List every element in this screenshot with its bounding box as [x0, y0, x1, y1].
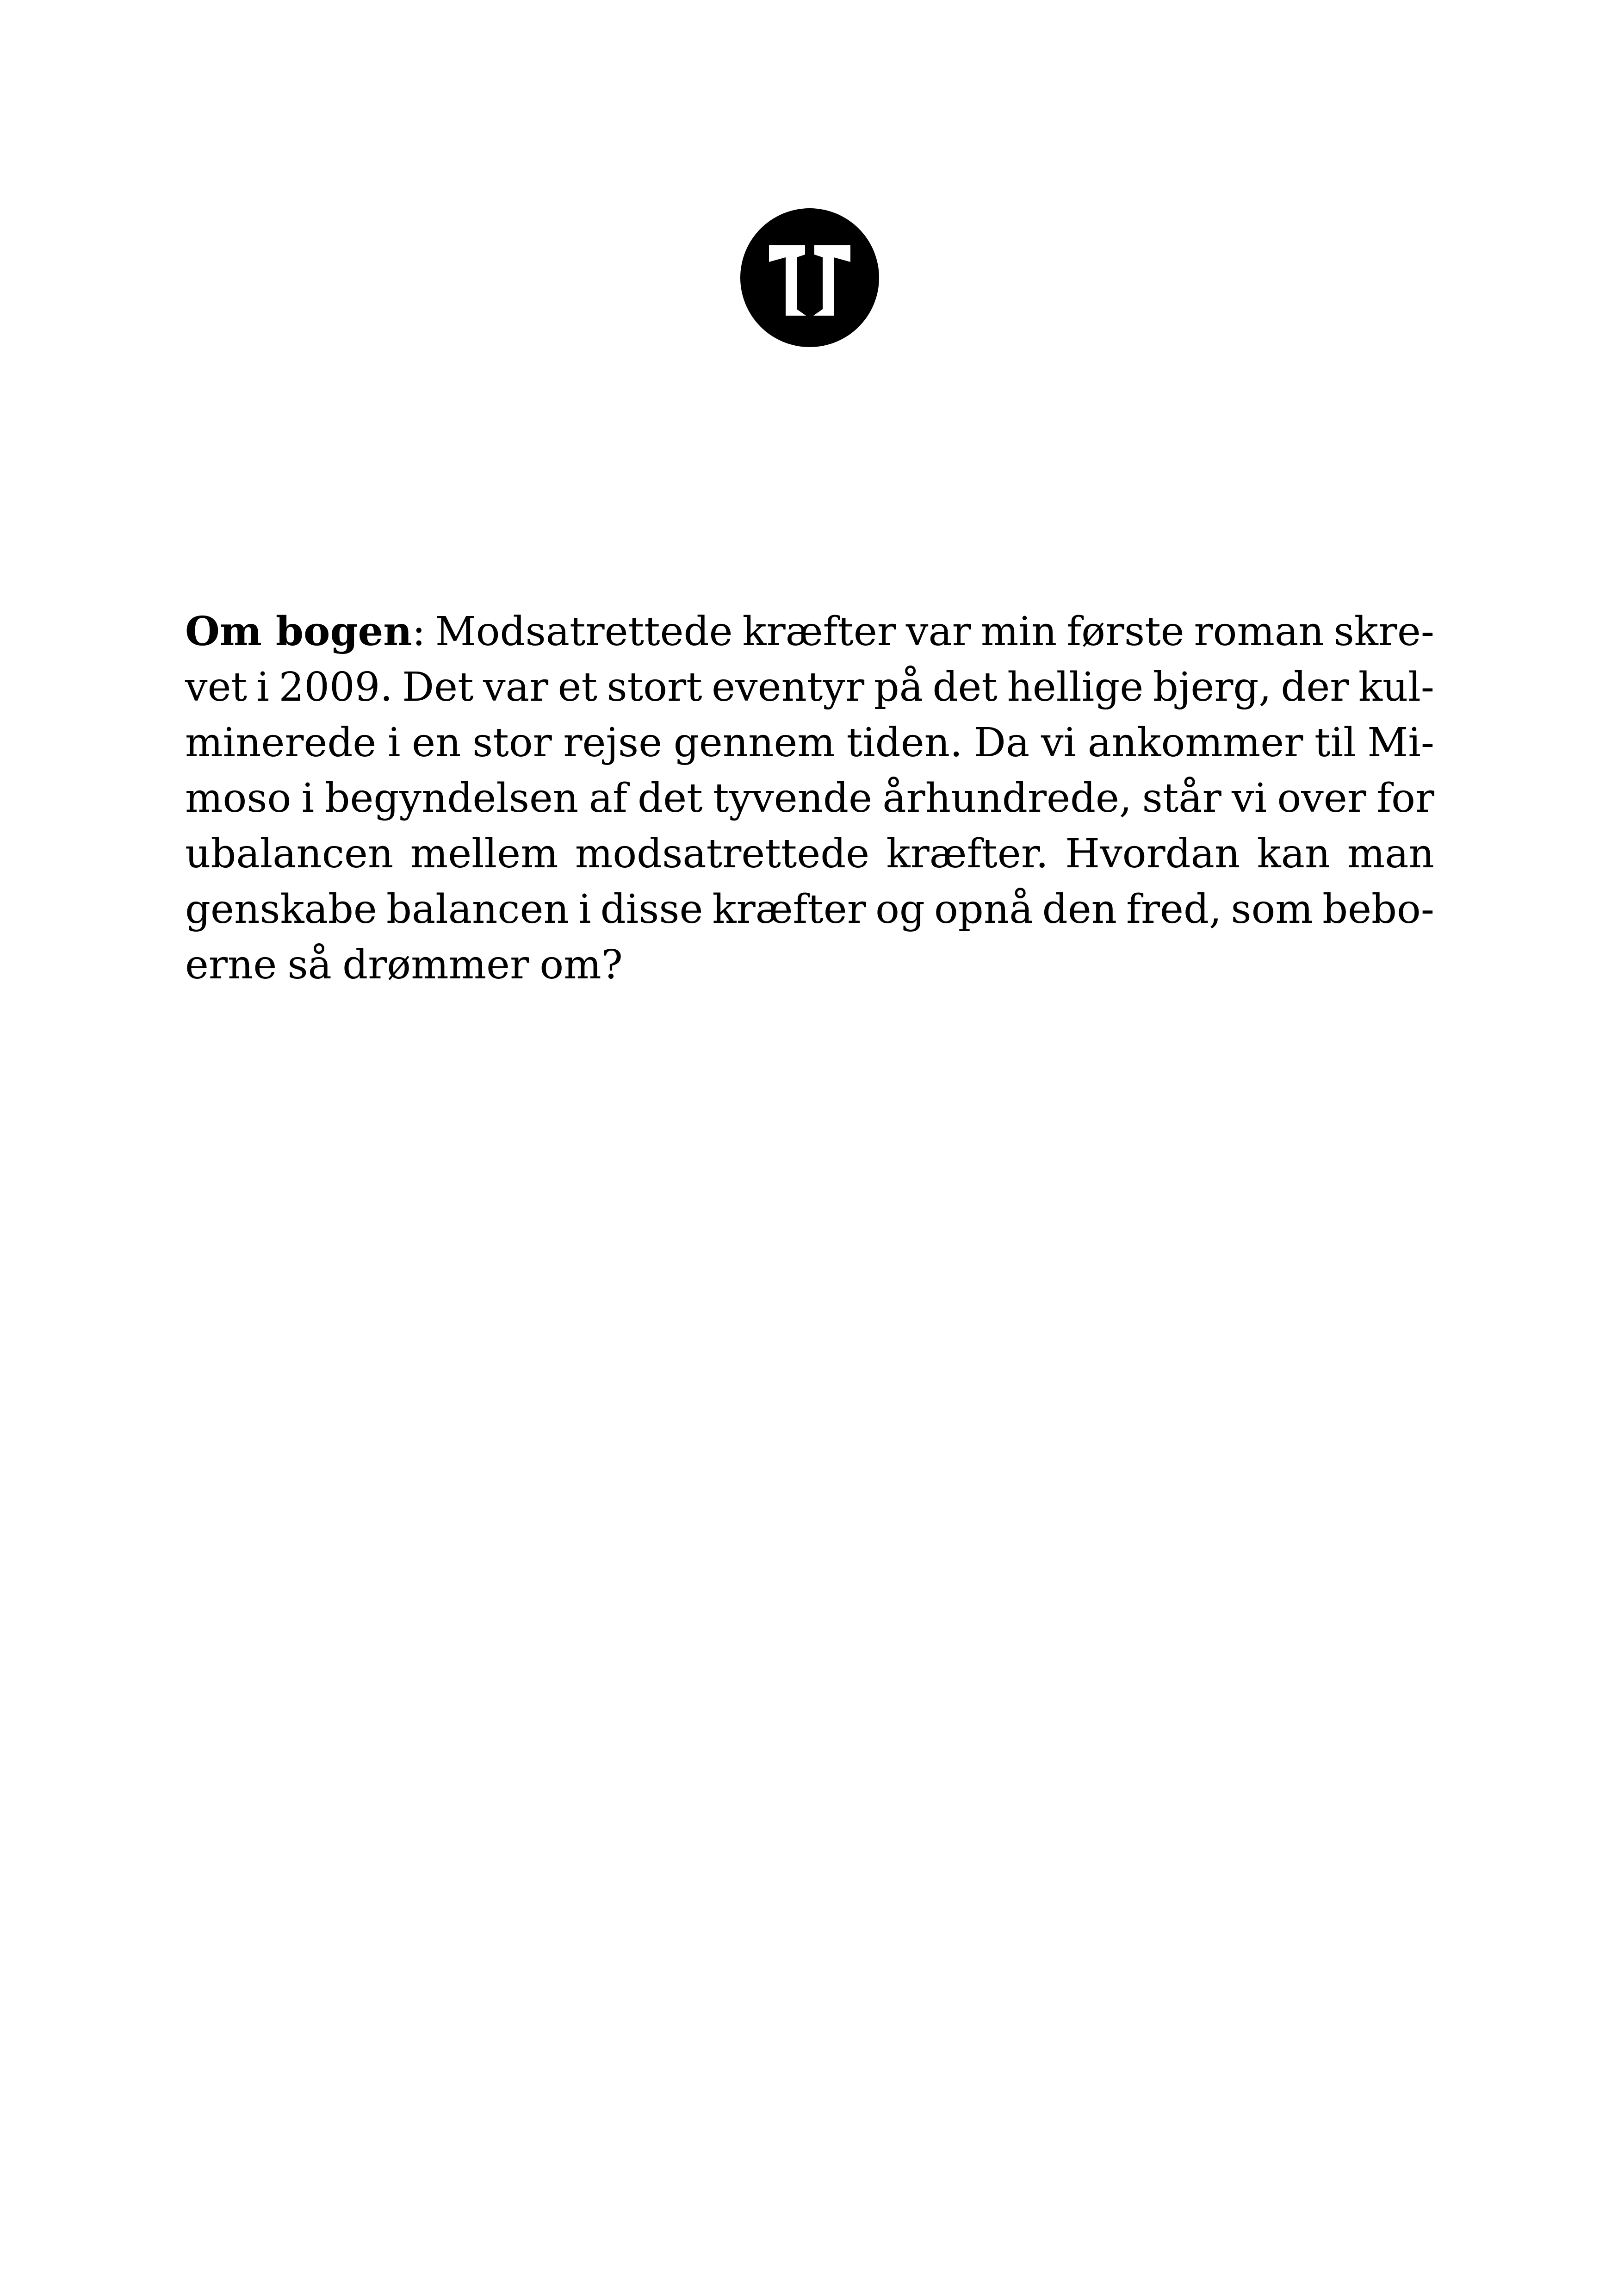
description-line [185, 826, 1434, 882]
description-word: drømmer [342, 942, 529, 988]
description-word: opnå [934, 886, 1033, 933]
description-word: kul- [1358, 664, 1434, 710]
description-word: en [412, 720, 461, 766]
description-word: rejse [563, 720, 663, 766]
description-word: i [387, 720, 401, 766]
description-word: kræfter [712, 886, 866, 933]
description-word: Modsatrettede [435, 609, 733, 655]
description-word: kan [1257, 831, 1331, 877]
description-word: i [578, 886, 591, 933]
description-word: modsatrettede [575, 831, 870, 877]
description-line [185, 937, 1434, 993]
description-word: eventyr [712, 664, 865, 710]
description-word: gennem [673, 720, 835, 766]
description-line [185, 771, 1434, 826]
description-word: århundrede, [882, 775, 1132, 821]
description-word: vi [1232, 775, 1267, 821]
description-word: det [932, 664, 998, 710]
description-word: tiden. [846, 720, 963, 766]
description-word: det [638, 775, 703, 821]
description-word: for [1376, 775, 1434, 821]
description-line [185, 715, 1434, 771]
description-word: på [874, 664, 923, 710]
description-heading: Om bogen [185, 608, 412, 655]
description-word: genskabe [185, 886, 377, 933]
publisher-logo-icon [740, 208, 879, 347]
description-word: vi [1041, 720, 1077, 766]
description-word: hellige [1007, 664, 1144, 710]
description-word: min [980, 609, 1057, 655]
description-word: 2009. [279, 664, 393, 710]
description-word: ubalancen [185, 831, 394, 877]
description-word: stor [472, 720, 552, 766]
description-word: om? [539, 942, 623, 988]
description-word: første [1066, 609, 1184, 655]
description-word: var [905, 609, 971, 655]
description-word: kræfter. [886, 831, 1048, 877]
description-word: til [1314, 720, 1356, 766]
logo-circle [740, 208, 879, 347]
description-word: tyvende [713, 775, 872, 821]
description-word: ankommer [1087, 720, 1303, 766]
description-word: bjerg, [1153, 664, 1271, 710]
description-word: balancen [386, 886, 569, 933]
description-word: kræfter [742, 609, 896, 655]
description-word: mellem [410, 831, 558, 877]
description-word: som [1231, 886, 1313, 933]
description-word: skre- [1333, 609, 1434, 655]
description-word: man [1347, 831, 1434, 877]
description-word: et [558, 664, 598, 710]
description-word: i [301, 775, 315, 821]
description-word: Hvordan [1065, 831, 1240, 877]
description-word: vet [185, 664, 248, 710]
description-word: i [256, 664, 270, 710]
description-word: erne [185, 942, 277, 988]
publisher-logo [740, 208, 879, 347]
description-line [185, 604, 1434, 660]
description-word: Om bogen: [185, 608, 426, 655]
description-word: roman [1194, 609, 1324, 655]
description-word: disse [600, 886, 703, 933]
description-word: Mi- [1367, 720, 1434, 766]
description-word: fred, [1126, 886, 1222, 933]
description-word: over [1277, 775, 1366, 821]
description-word: moso [185, 775, 291, 821]
description-word: begyndelsen [324, 775, 579, 821]
description-word: var [483, 664, 549, 710]
description-word: står [1142, 775, 1221, 821]
description-word: minerede [185, 720, 377, 766]
description-word: der [1281, 664, 1349, 710]
description-word: Det [402, 664, 474, 710]
book-description [185, 604, 1434, 993]
description-word: stort [607, 664, 702, 710]
description-line [185, 660, 1434, 715]
description-word: så [287, 942, 332, 988]
description-word: Da [974, 720, 1030, 766]
description-word: den [1042, 886, 1117, 933]
description-word: og [875, 886, 925, 933]
description-word: bebo- [1322, 886, 1434, 933]
description-line [185, 882, 1434, 937]
description-word: af [589, 775, 627, 821]
